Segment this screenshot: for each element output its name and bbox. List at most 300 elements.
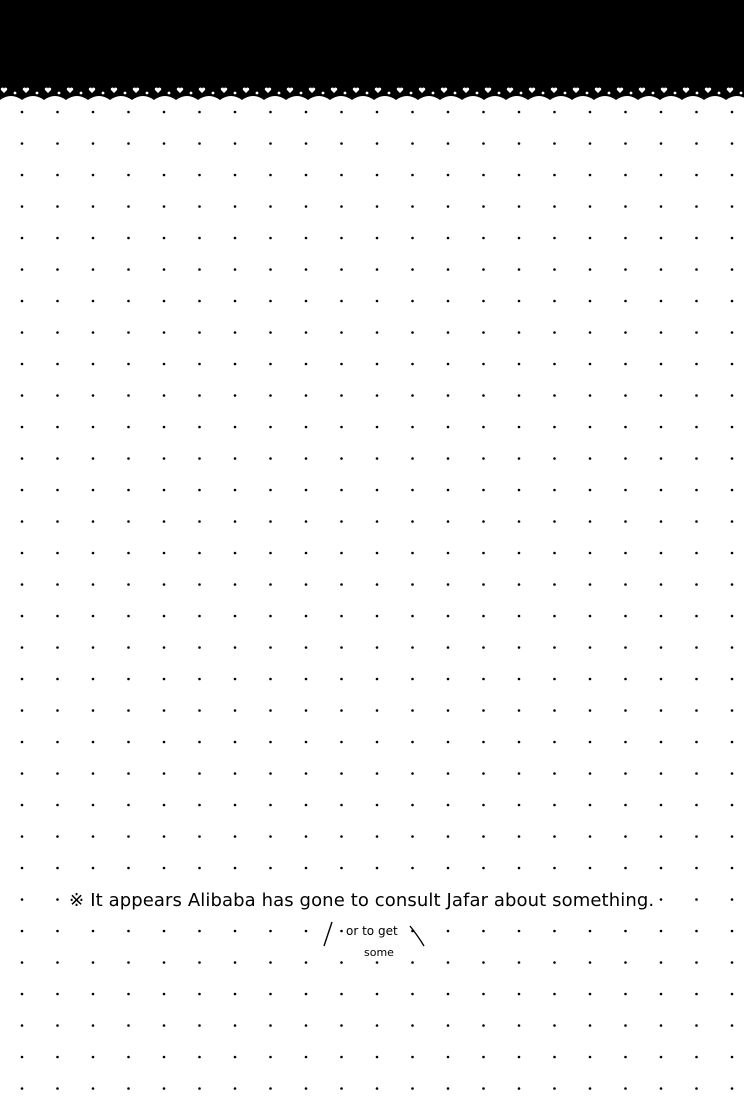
grid-dot xyxy=(198,394,201,397)
grid-dot xyxy=(589,205,592,208)
grid-dot xyxy=(624,426,627,429)
grid-dot xyxy=(695,678,698,681)
lace-eyelet xyxy=(234,92,237,95)
lace-eyelet xyxy=(564,92,567,95)
grid-dot xyxy=(376,394,379,397)
grid-dot xyxy=(305,646,308,649)
grid-dot xyxy=(553,237,556,240)
lace-eyelet xyxy=(278,92,281,95)
grid-dot xyxy=(411,331,414,334)
lace-eyelet xyxy=(476,92,479,95)
grid-dot xyxy=(127,111,130,114)
grid-dot xyxy=(198,520,201,523)
grid-dot xyxy=(447,300,450,303)
grid-dot xyxy=(731,867,734,870)
grid-dot xyxy=(21,615,24,618)
grid-dot xyxy=(92,1056,95,1059)
grid-dot xyxy=(376,993,379,996)
grid-dot xyxy=(660,1056,663,1059)
grid-dot xyxy=(56,426,59,429)
grid-dot xyxy=(695,898,698,901)
grid-dot xyxy=(92,867,95,870)
grid-dot xyxy=(340,867,343,870)
grid-dot xyxy=(340,804,343,807)
grid-dot xyxy=(589,961,592,964)
grid-dot xyxy=(695,142,698,145)
grid-dot xyxy=(731,142,734,145)
grid-dot xyxy=(660,772,663,775)
grid-dot xyxy=(447,930,450,933)
grid-dot xyxy=(695,552,698,555)
grid-dot xyxy=(518,804,521,807)
grid-dot xyxy=(269,646,272,649)
grid-dot xyxy=(624,993,627,996)
grid-dot xyxy=(56,741,59,744)
grid-dot xyxy=(482,615,485,618)
grid-dot xyxy=(376,1024,379,1027)
grid-dot xyxy=(589,867,592,870)
grid-dot xyxy=(163,1056,166,1059)
grid-dot xyxy=(21,646,24,649)
grid-dot xyxy=(269,426,272,429)
grid-dot xyxy=(92,489,95,492)
grid-dot xyxy=(731,1087,734,1090)
grid-dot xyxy=(624,457,627,460)
grid-dot xyxy=(21,741,24,744)
grid-dot xyxy=(695,709,698,712)
grid-dot xyxy=(624,835,627,838)
grid-dot xyxy=(589,426,592,429)
grid-dot xyxy=(92,804,95,807)
grid-dot xyxy=(92,930,95,933)
grid-dot xyxy=(127,300,130,303)
lace-eyelet xyxy=(696,92,699,95)
grid-dot xyxy=(553,363,556,366)
grid-dot xyxy=(305,520,308,523)
grid-dot xyxy=(92,394,95,397)
grid-dot xyxy=(340,583,343,586)
grid-dot xyxy=(624,930,627,933)
lace-eyelet xyxy=(190,92,193,95)
lace-eyelet xyxy=(586,92,589,95)
grid-dot xyxy=(163,930,166,933)
grid-dot xyxy=(695,1087,698,1090)
grid-dot xyxy=(92,142,95,145)
grid-dot xyxy=(731,898,734,901)
grid-dot xyxy=(660,709,663,712)
grid-dot xyxy=(21,426,24,429)
grid-dot xyxy=(163,867,166,870)
grid-dot xyxy=(660,835,663,838)
grid-dot xyxy=(376,615,379,618)
grid-dot xyxy=(447,678,450,681)
grid-dot xyxy=(234,772,237,775)
grid-dot xyxy=(56,174,59,177)
grid-dot xyxy=(340,237,343,240)
grid-dot xyxy=(234,867,237,870)
grid-dot xyxy=(518,426,521,429)
grid-dot xyxy=(163,111,166,114)
grid-dot xyxy=(21,772,24,775)
grid-dot xyxy=(411,205,414,208)
grid-dot xyxy=(163,1024,166,1027)
grid-dot xyxy=(589,583,592,586)
grid-dot xyxy=(589,678,592,681)
grid-dot xyxy=(340,615,343,618)
grid-dot xyxy=(589,1056,592,1059)
grid-dot xyxy=(695,331,698,334)
grid-dot xyxy=(340,709,343,712)
grid-dot xyxy=(163,174,166,177)
grid-dot xyxy=(518,363,521,366)
grid-dot xyxy=(163,772,166,775)
grid-dot xyxy=(660,615,663,618)
grid-dot xyxy=(305,615,308,618)
grid-dot xyxy=(731,741,734,744)
grid-dot xyxy=(163,615,166,618)
grid-dot xyxy=(269,772,272,775)
grid-dot xyxy=(482,520,485,523)
grid-dot xyxy=(589,331,592,334)
grid-dot xyxy=(518,174,521,177)
grid-dot xyxy=(695,646,698,649)
grid-dot xyxy=(447,489,450,492)
grid-dot xyxy=(92,709,95,712)
grid-dot xyxy=(92,520,95,523)
grid-dot xyxy=(553,552,556,555)
grid-dot xyxy=(589,268,592,271)
grid-dot xyxy=(624,142,627,145)
grid-dot xyxy=(482,142,485,145)
grid-dot xyxy=(376,300,379,303)
lace-eyelet xyxy=(410,92,413,95)
grid-dot xyxy=(624,268,627,271)
grid-dot xyxy=(56,237,59,240)
grid-dot xyxy=(660,898,663,901)
grid-dot xyxy=(447,394,450,397)
grid-dot xyxy=(695,394,698,397)
grid-dot xyxy=(340,1056,343,1059)
grid-dot xyxy=(127,867,130,870)
grid-dot xyxy=(447,237,450,240)
grid-dot xyxy=(92,300,95,303)
grid-dot xyxy=(269,205,272,208)
grid-dot xyxy=(482,552,485,555)
grid-dot xyxy=(163,426,166,429)
grid-dot xyxy=(269,331,272,334)
lace-header-band xyxy=(0,0,744,104)
grid-dot xyxy=(340,1087,343,1090)
grid-dot xyxy=(482,741,485,744)
lace-eyelet xyxy=(740,92,743,95)
grid-dot xyxy=(660,489,663,492)
grid-dot xyxy=(21,1056,24,1059)
grid-dot xyxy=(624,1087,627,1090)
grid-dot xyxy=(198,993,201,996)
grid-dot xyxy=(21,174,24,177)
grid-dot xyxy=(269,961,272,964)
grid-dot xyxy=(340,835,343,838)
grid-dot xyxy=(56,205,59,208)
grid-dot xyxy=(376,142,379,145)
grid-dot xyxy=(553,835,556,838)
grid-dot xyxy=(411,300,414,303)
grid-dot xyxy=(163,394,166,397)
lace-eyelet xyxy=(212,92,215,95)
grid-dot xyxy=(482,457,485,460)
grid-dot xyxy=(56,993,59,996)
grid-dot xyxy=(518,268,521,271)
grid-dot xyxy=(553,111,556,114)
lace-eyelet xyxy=(80,92,83,95)
grid-dot xyxy=(163,709,166,712)
grid-dot xyxy=(482,111,485,114)
grid-dot xyxy=(269,300,272,303)
grid-dot xyxy=(482,772,485,775)
grid-dot xyxy=(163,678,166,681)
grid-dot xyxy=(553,772,556,775)
grid-dot xyxy=(127,394,130,397)
grid-dot xyxy=(269,804,272,807)
grid-dot xyxy=(660,111,663,114)
grid-dot xyxy=(589,646,592,649)
lace-eyelet xyxy=(542,92,545,95)
grid-dot xyxy=(518,930,521,933)
grid-dot xyxy=(482,174,485,177)
grid-dot xyxy=(589,1087,592,1090)
grid-dot xyxy=(127,237,130,240)
grid-dot xyxy=(92,331,95,334)
grid-dot xyxy=(482,489,485,492)
grid-dot xyxy=(553,268,556,271)
grid-dot xyxy=(731,268,734,271)
grid-dot xyxy=(92,646,95,649)
grid-dot xyxy=(553,709,556,712)
grid-dot xyxy=(56,331,59,334)
grid-dot xyxy=(234,930,237,933)
grid-dot xyxy=(695,300,698,303)
grid-dot xyxy=(660,646,663,649)
grid-dot xyxy=(56,268,59,271)
grid-dot xyxy=(447,804,450,807)
grid-dot xyxy=(305,678,308,681)
grid-dot xyxy=(660,552,663,555)
grid-dot xyxy=(127,583,130,586)
grid-dot xyxy=(482,363,485,366)
grid-dot xyxy=(127,268,130,271)
grid-dot xyxy=(340,300,343,303)
left-slash-stroke xyxy=(324,922,332,946)
grid-dot xyxy=(695,804,698,807)
grid-dot xyxy=(660,1024,663,1027)
grid-dot xyxy=(163,1087,166,1090)
grid-dot xyxy=(21,552,24,555)
grid-dot xyxy=(624,804,627,807)
grid-dot xyxy=(305,1024,308,1027)
grid-dot xyxy=(695,930,698,933)
grid-dot xyxy=(482,300,485,303)
grid-dot xyxy=(518,1056,521,1059)
grid-dot xyxy=(589,930,592,933)
grid-dot xyxy=(731,993,734,996)
grid-dot xyxy=(624,583,627,586)
grid-dot xyxy=(518,457,521,460)
grid-dot xyxy=(198,111,201,114)
grid-dot xyxy=(269,835,272,838)
grid-dot xyxy=(695,615,698,618)
grid-dot xyxy=(624,961,627,964)
grid-dot xyxy=(305,300,308,303)
grid-dot xyxy=(269,394,272,397)
lace-eyelet xyxy=(454,92,457,95)
grid-dot xyxy=(234,111,237,114)
grid-dot xyxy=(269,489,272,492)
grid-dot xyxy=(731,615,734,618)
grid-dot xyxy=(234,363,237,366)
grid-dot xyxy=(731,583,734,586)
grid-dot xyxy=(305,426,308,429)
grid-dot xyxy=(376,363,379,366)
grid-dot xyxy=(234,993,237,996)
grid-dot xyxy=(518,552,521,555)
grid-dot xyxy=(553,678,556,681)
grid-dot xyxy=(589,520,592,523)
lace-eyelet xyxy=(168,92,171,95)
grid-dot xyxy=(553,205,556,208)
grid-dot xyxy=(660,142,663,145)
grid-dot xyxy=(269,993,272,996)
grid-dot xyxy=(624,205,627,208)
grid-dot xyxy=(21,709,24,712)
grid-dot xyxy=(127,678,130,681)
grid-dot xyxy=(731,1024,734,1027)
grid-dot xyxy=(518,961,521,964)
grid-dot xyxy=(340,205,343,208)
grid-dot xyxy=(482,426,485,429)
grid-dot xyxy=(447,709,450,712)
grid-dot xyxy=(731,237,734,240)
grid-dot xyxy=(234,520,237,523)
grid-dot xyxy=(21,1024,24,1027)
grid-dot xyxy=(127,1087,130,1090)
grid-dot xyxy=(411,993,414,996)
grid-dot xyxy=(127,615,130,618)
grid-dot xyxy=(553,174,556,177)
grid-dot xyxy=(127,709,130,712)
grid-dot xyxy=(660,331,663,334)
grid-dot xyxy=(624,520,627,523)
grid-dot xyxy=(411,1056,414,1059)
grid-dot xyxy=(56,867,59,870)
grid-dot xyxy=(482,930,485,933)
grid-dot xyxy=(731,300,734,303)
grid-dot xyxy=(163,331,166,334)
grid-dot xyxy=(305,961,308,964)
reference-mark: ※ xyxy=(69,890,85,911)
grid-dot xyxy=(411,741,414,744)
grid-dot xyxy=(56,1056,59,1059)
grid-dot xyxy=(376,426,379,429)
grid-dot xyxy=(482,867,485,870)
grid-dot xyxy=(340,457,343,460)
grid-dot xyxy=(163,520,166,523)
grid-dot xyxy=(305,1056,308,1059)
grid-dot xyxy=(198,457,201,460)
grid-dot xyxy=(376,489,379,492)
grid-dot xyxy=(198,583,201,586)
grid-dot xyxy=(92,457,95,460)
grid-dot xyxy=(589,142,592,145)
grid-dot xyxy=(234,646,237,649)
grid-dot xyxy=(731,961,734,964)
grid-dot xyxy=(589,237,592,240)
grid-dot xyxy=(234,741,237,744)
grid-dot xyxy=(731,489,734,492)
grid-dot xyxy=(411,1024,414,1027)
grid-dot xyxy=(624,552,627,555)
grid-dot xyxy=(21,489,24,492)
grid-dot xyxy=(56,961,59,964)
grid-dot xyxy=(695,1024,698,1027)
grid-dot xyxy=(92,426,95,429)
grid-dot xyxy=(553,1024,556,1027)
grid-dot xyxy=(234,615,237,618)
grid-dot xyxy=(660,678,663,681)
grid-dot xyxy=(447,363,450,366)
grid-dot xyxy=(163,457,166,460)
grid-dot xyxy=(163,205,166,208)
grid-dot xyxy=(305,237,308,240)
grid-dot xyxy=(234,174,237,177)
grid-dot xyxy=(234,268,237,271)
grid-dot xyxy=(589,111,592,114)
grid-dot xyxy=(92,205,95,208)
grid-dot xyxy=(731,709,734,712)
grid-dot xyxy=(234,300,237,303)
grid-dot xyxy=(56,709,59,712)
grid-dot xyxy=(92,741,95,744)
grid-dot xyxy=(553,331,556,334)
grid-dot xyxy=(56,646,59,649)
grid-dot xyxy=(731,930,734,933)
grid-dot xyxy=(411,804,414,807)
grid-dot xyxy=(92,583,95,586)
grid-dot xyxy=(518,615,521,618)
grid-dot xyxy=(305,993,308,996)
grid-dot xyxy=(518,205,521,208)
grid-dot xyxy=(56,804,59,807)
grid-dot xyxy=(376,835,379,838)
grid-dot xyxy=(731,646,734,649)
grid-dot xyxy=(56,552,59,555)
grid-dot xyxy=(305,268,308,271)
grid-dot xyxy=(163,583,166,586)
grid-dot xyxy=(695,174,698,177)
grid-dot xyxy=(269,268,272,271)
grid-dot xyxy=(695,993,698,996)
lace-eyelet xyxy=(256,92,259,95)
grid-dot xyxy=(695,835,698,838)
grid-dot xyxy=(234,1056,237,1059)
grid-dot xyxy=(447,552,450,555)
grid-dot xyxy=(198,678,201,681)
grid-dot xyxy=(624,1056,627,1059)
grid-dot xyxy=(411,142,414,145)
grid-dot xyxy=(660,867,663,870)
grid-dot xyxy=(553,993,556,996)
grid-dot xyxy=(553,804,556,807)
grid-dot xyxy=(127,205,130,208)
